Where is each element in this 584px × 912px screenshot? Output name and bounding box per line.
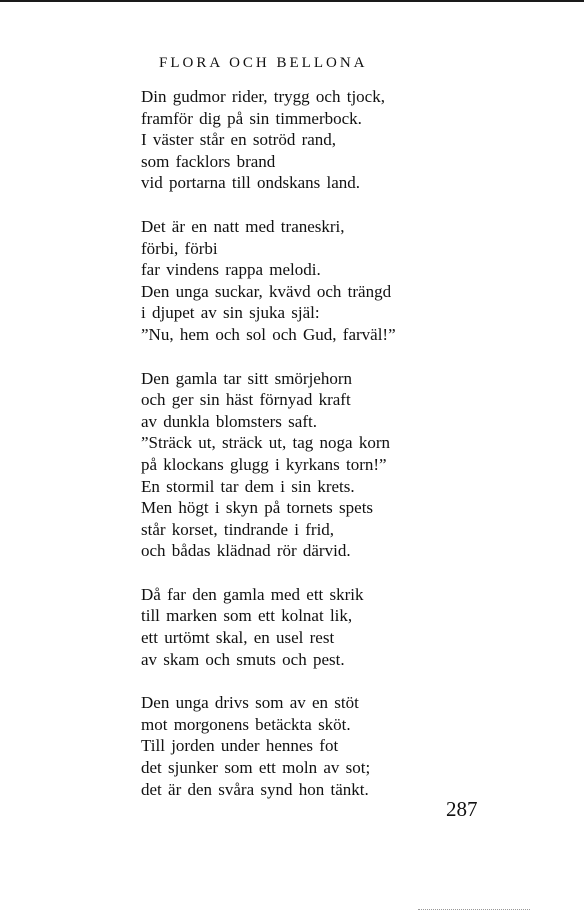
poem-line: vid portarna till ondskans land. xyxy=(141,173,361,193)
poem-line: ”Nu, hem och sol och Gud, farväl!” xyxy=(141,324,396,344)
poem-line: i djupet av sin sjuka själ: xyxy=(141,303,320,323)
stanza xyxy=(141,216,441,346)
poem-line: till marken som ett kolnat lik, xyxy=(141,606,353,626)
poem-line: ”Sträck ut, sträck ut, tag noga korn xyxy=(141,433,390,453)
top-rule xyxy=(0,0,584,2)
stanza xyxy=(141,584,441,670)
poem-line: Den unga drivs som av en stöt xyxy=(141,693,359,713)
poem-line: av skam och smuts och pest. xyxy=(141,649,345,669)
poem-line: det är den svåra synd hon tänkt. xyxy=(141,779,369,799)
poem-line: och ger sin häst förnyad kraft xyxy=(141,390,351,410)
poem-line: förbi, förbi xyxy=(141,238,218,258)
poem-line: I väster står en sotröd rand, xyxy=(141,130,337,150)
poem-line: Den unga suckar, kvävd och trängd xyxy=(141,281,392,301)
running-title: FLORA OCH BELLONA xyxy=(159,55,368,71)
poem-line: och bådas klädnad rör därvid. xyxy=(141,541,351,561)
poem-line: står korset, tindrande i frid, xyxy=(141,519,335,539)
stanza xyxy=(141,692,441,800)
poem-line: Men högt i skyn på tornets spets xyxy=(141,498,374,518)
poem-line: Till jorden under hennes fot xyxy=(141,736,339,756)
poem-line: mot morgonens betäckta sköt. xyxy=(141,714,351,734)
poem-line: far vindens rappa melodi. xyxy=(141,260,321,280)
poem-line: som facklors brand xyxy=(141,151,276,171)
bottom-dotted-rule xyxy=(418,909,530,910)
poem-line: det sjunker som ett moln av sot; xyxy=(141,758,371,778)
poem-line: på klockans glugg i kyrkans torn!” xyxy=(141,454,387,474)
page-number: 287 xyxy=(446,797,478,821)
poem-line: En stormil tar dem i sin krets. xyxy=(141,476,355,496)
poem-line: Din gudmor rider, trygg och tjock, xyxy=(141,87,385,106)
stanza xyxy=(141,86,441,194)
poem-body xyxy=(141,86,441,822)
poem-line: ett urtömt skal, en usel rest xyxy=(141,628,335,648)
poem-line: Då far den gamla med ett skrik xyxy=(141,584,364,604)
poem-line: Det är en natt med traneskri, xyxy=(141,216,345,236)
poem-line: av dunkla blomsters saft. xyxy=(141,411,317,431)
poem-line: Den gamla tar sitt smörjehorn xyxy=(141,368,353,388)
poem-line: framför dig på sin timmerbock. xyxy=(141,108,362,128)
stanza xyxy=(141,368,441,562)
